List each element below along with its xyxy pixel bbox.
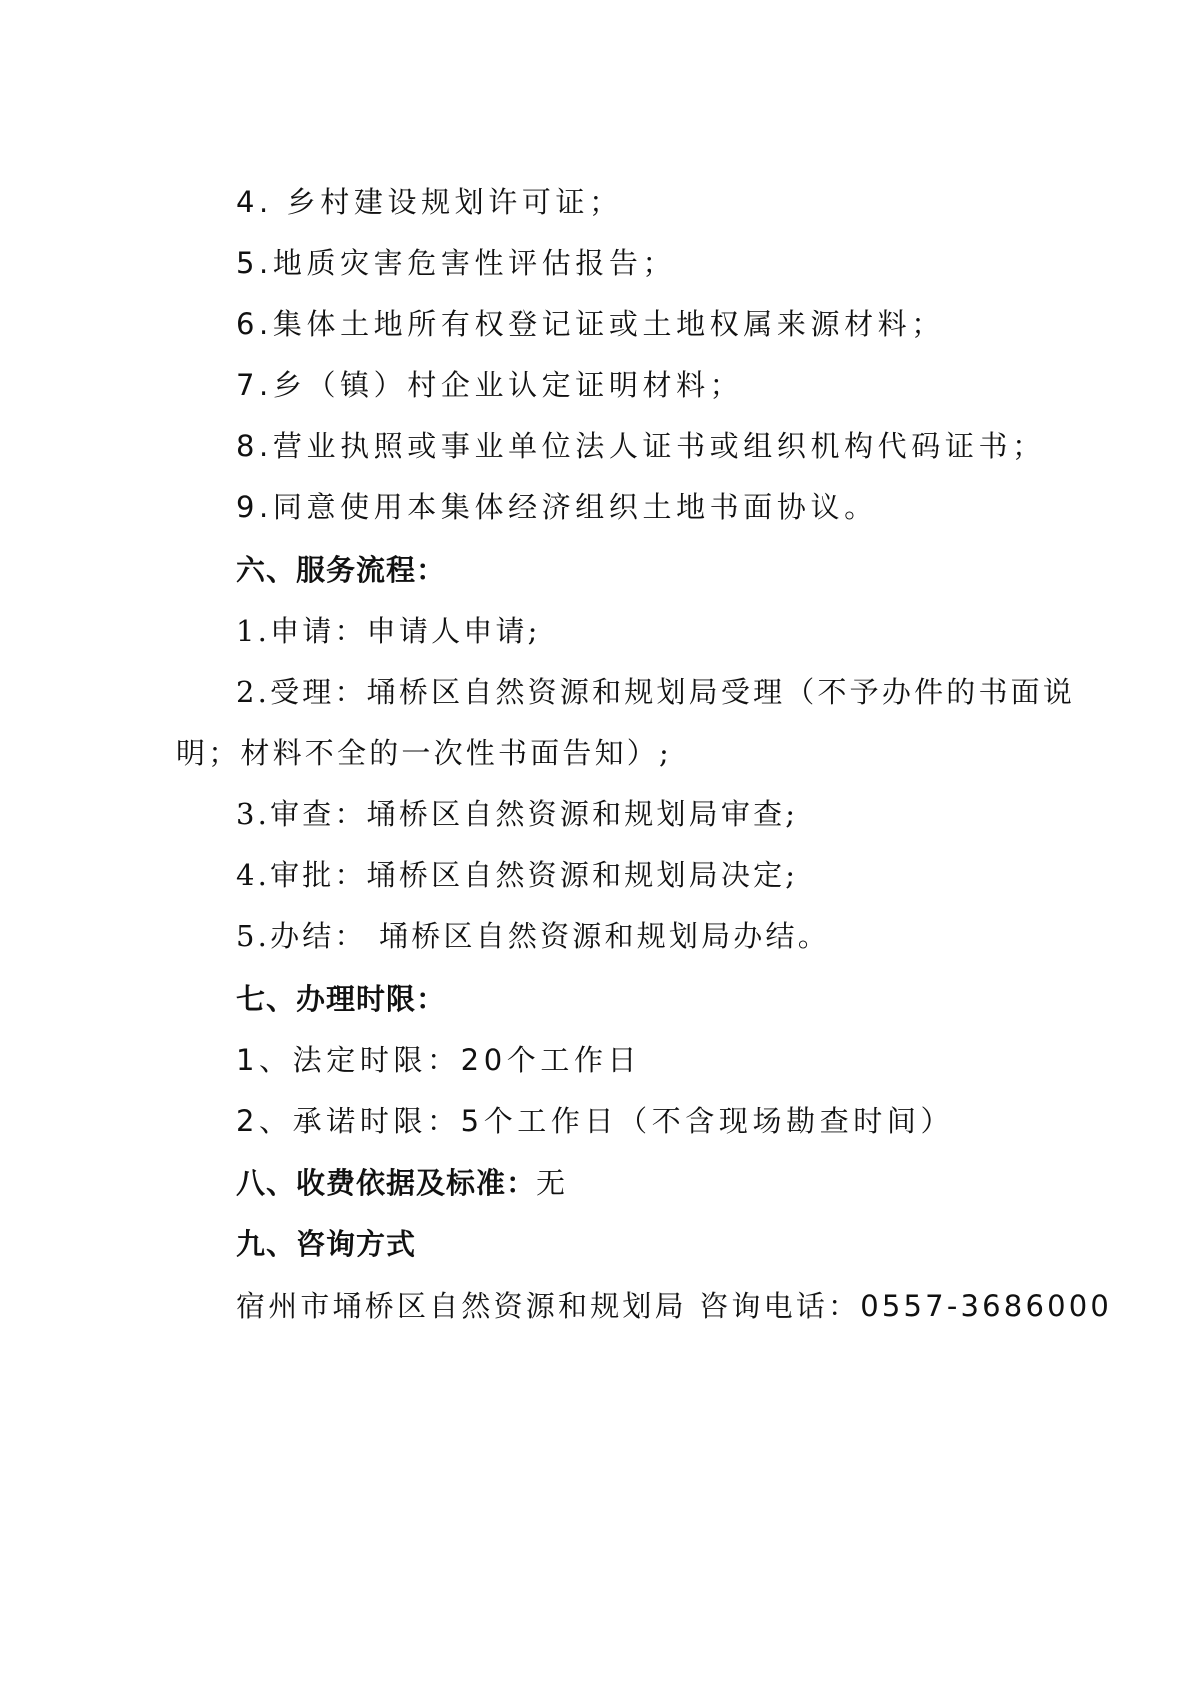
material-item-9: 9.同意使用本集体经济组织土地书面协议。 <box>236 490 878 524</box>
material-item-7: 7.乡（镇）村企业认定证明材料； <box>236 368 744 402</box>
section-heading-fees: 八、收费依据及标准： <box>236 1166 537 1200</box>
process-step-2-line-1: 2.受理：埇桥区自然资源和规划局受理（不予办件的书面说 <box>236 675 1076 709</box>
section-heading-time-limit: 七、办理时限： <box>236 982 447 1016</box>
time-limit-legal: 1、法定时限：20个工作日 <box>236 1043 642 1077</box>
fees-value: 无 <box>536 1166 568 1200</box>
consult-contact: 宿州市埇桥区自然资源和规划局 咨询电话：0557-3686000 <box>236 1289 1113 1323</box>
process-step-3: 3.审查：埇桥区自然资源和规划局审查; <box>236 797 799 831</box>
process-step-1: 1.申请：申请人申请; <box>236 614 541 648</box>
material-item-5: 5.地质灾害危害性评估报告； <box>236 246 677 280</box>
material-item-6: 6.集体土地所有权登记证或土地权属来源材料； <box>236 307 945 341</box>
fees-row <box>236 1163 567 1203</box>
process-step-2-line-2: 明；材料不全的一次性书面告知）; <box>176 736 672 770</box>
material-item-8: 8.营业执照或事业单位法人证书或组织机构代码证书； <box>236 429 1046 463</box>
process-step-5: 5.办结： 埇桥区自然资源和规划局办结。 <box>236 919 830 953</box>
section-heading-process: 六、服务流程： <box>236 553 447 587</box>
material-item-4: 4. 乡村建设规划许可证； <box>236 185 623 219</box>
section-heading-consult: 九、咨询方式 <box>236 1227 417 1261</box>
process-step-4: 4.审批：埇桥区自然资源和规划局决定; <box>236 858 799 892</box>
time-limit-promised: 2、承诺时限：5个工作日（不含现场勘查时间） <box>236 1104 955 1138</box>
